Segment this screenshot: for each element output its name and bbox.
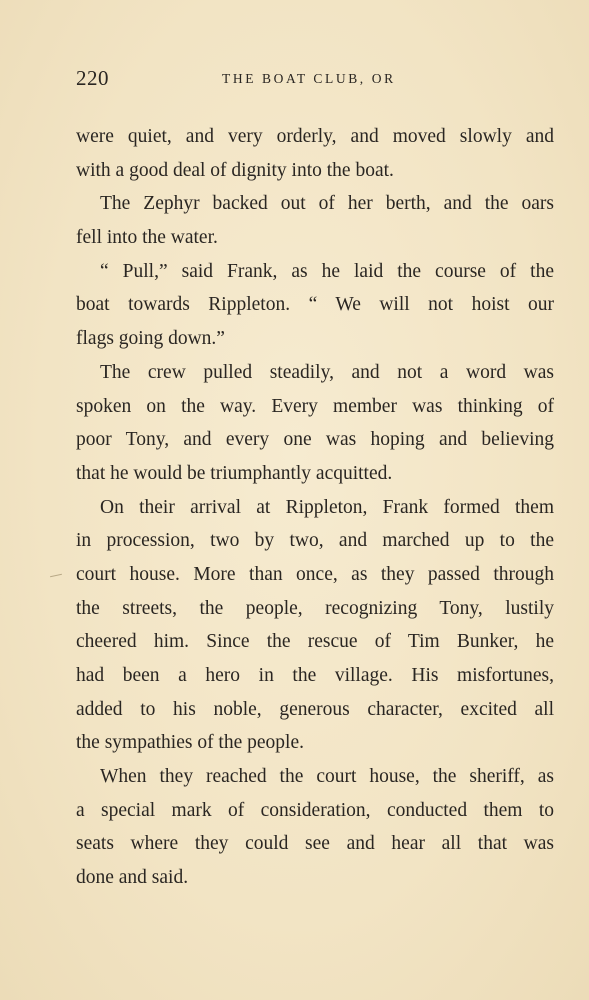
text-line: seats where they could see and hear all that was	[76, 833, 554, 855]
text-line: poor Tony, and every one was hoping and believing	[76, 429, 554, 451]
text-line: The Zephyr backed out of her berth, and the oars	[100, 193, 554, 215]
page-number: 220	[76, 66, 109, 90]
text-line: that he would be triumphantly acquitted.	[76, 462, 393, 484]
text-line: court house. More than once, as they passed through	[76, 563, 554, 585]
text-line: boat towards Rippleton. “ We will not hoist our	[76, 294, 554, 316]
running-head: THE BOAT CLUB, OR	[222, 71, 396, 86]
text-line: added to his noble, generous character, excited all	[76, 698, 554, 720]
text-line: a special mark of consideration, conducted them to	[76, 799, 554, 821]
text-line: “ Pull,” said Frank, as he laid the course of the	[100, 260, 554, 282]
text-line: the streets, the people, recognizing Tony, lustily	[76, 597, 554, 619]
text-line: When they reached the court house, the sheriff, as	[100, 766, 554, 788]
text-line: The crew pulled steadily, and not a word was	[100, 361, 554, 383]
text-line: spoken on the way. Every member was thinking of	[76, 395, 554, 417]
page-header	[76, 66, 554, 94]
text-line: done and said.	[76, 867, 189, 889]
margin-mark	[50, 574, 62, 577]
text-line: cheered him. Since the rescue of Tim Bunker, he	[76, 631, 554, 653]
body-text	[76, 120, 554, 895]
text-line: in procession, two by two, and marched up to the	[76, 530, 554, 552]
text-line: with a good deal of dignity into the boat.	[76, 159, 394, 181]
text-line: had been a hero in the village. His misfortunes,	[76, 665, 554, 686]
text-line: On their arrival at Rippleton, Frank formed them	[100, 496, 554, 518]
text-line: the sympathies of the people.	[76, 732, 304, 754]
text-line: were quiet, and very orderly, and moved slowly and	[76, 126, 554, 147]
text-line: flags going down.”	[76, 328, 225, 350]
text-line: fell into the water.	[76, 227, 218, 249]
